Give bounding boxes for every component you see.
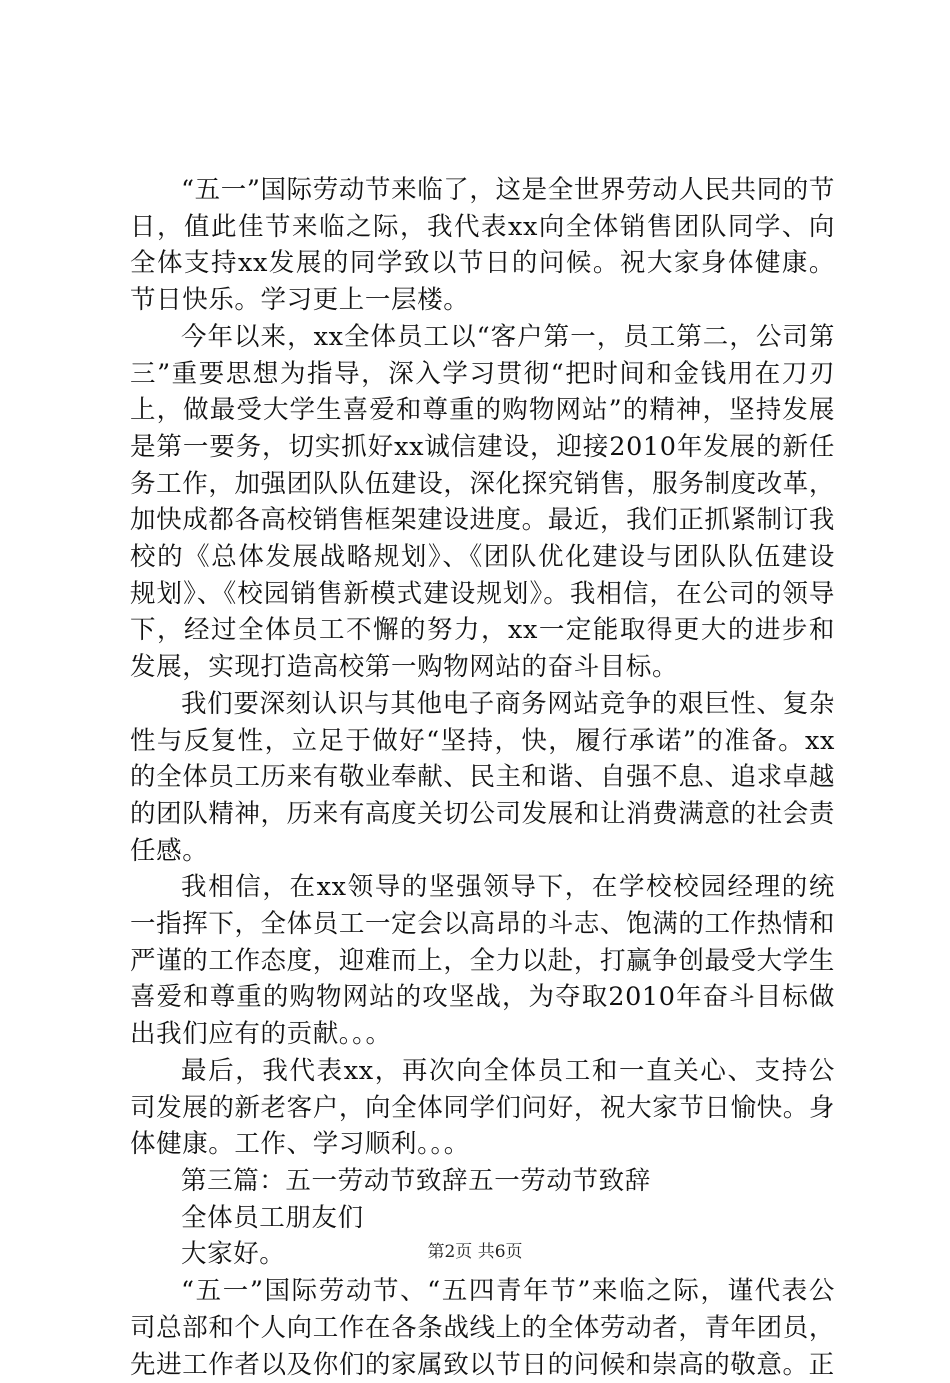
paragraph-closing: 最后，我代表xx，再次向全体员工和一直关心、支持公司发展的新老客户，向全体同学们问好，祝大家节日愉快。身体健康。工作、学习顺利。。。 (130, 1055, 835, 1160)
paragraph-greeting: “五一”国际劳动节来临了，这是全世界劳动人民共同的节日，值此佳节来临之际，我代表xx向全体销售团队同学、向全体支持xx发展的同学致以节日的问候。祝大家身体健康。节日快乐。学习更上一层楼。 (130, 175, 835, 316)
greeting-line: 大家好。 (181, 1239, 286, 1270)
paragraph-strategy: 今年以来，xx全体员工以“客户第一，员工第二，公司第三”重要思想为指导，深入学习贯彻“把时间和金钱用在刀刃上，做最受大学生喜爱和尊重的购物网站”的精神，坚持发展是第一要务，切实抓好xx诚信建设，迎接2010年发展的新任务工作，加强团队队伍建设，深化探究销售，服务制度改革，加快成都各高校销售框架建设进度。最近，我们正抓紧制订我校的《总体发展战略规划》、《团队优化建设与团队队伍建设规划》、《校园销售新模式建设规划》。我相信，在公司的领导下，经过全体员工不懈的努力，xx一定能取得更大的进步和发展，实现打造高校第一购物网站的奋斗目标。 (130, 321, 835, 683)
paragraph-competition: 我们要深刻认识与其他电子商务网站竞争的艰巨性、复杂性与反复性，立足于做好“坚持，快，履行承诺”的准备。xx的全体员工历来有敬业奉献、民主和谐、自强不息、追求卓越的团队精神，历来有高度关切公司发展和让消费满意的社会责任感。 (130, 688, 835, 866)
salutation: 全体员工朋友们 (181, 1202, 364, 1233)
document-body (130, 172, 835, 1383)
section-heading: 第三篇：五一劳动节致辞五一劳动节致辞 (181, 1165, 651, 1196)
paragraph-confidence: 我相信，在xx领导的坚强领导下，在学校校园经理的统一指挥下，全体员工一定会以高昂的斗志、饱满的工作热情和严谨的工作态度，迎难而上，全力以赴，打赢争创最受大学生喜爱和尊重的购物网站的攻坚战，为夺取2010年奋斗目标做出我们应有的贡献。。。 (130, 872, 835, 1050)
page-number-footer: 第2页 共6页 (427, 1242, 523, 1262)
paragraph-may-day: “五一”国际劳动节、“五四青年节”来临之际，谨代表公司总部和个人向工作在各条战线上的全体劳动者，青年团员，先进工作者以及你们的家属致以节日的问候和崇高的敬意。正 (130, 1276, 835, 1380)
